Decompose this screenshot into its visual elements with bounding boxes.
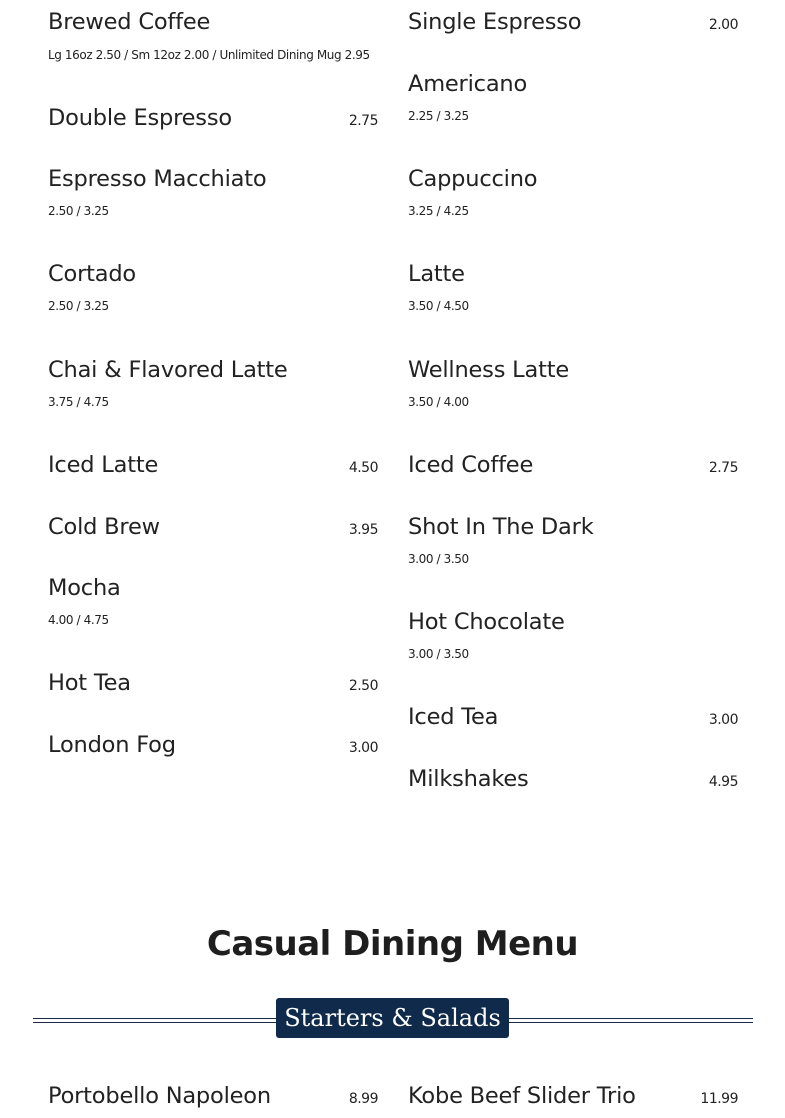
menu-item — [48, 566, 378, 627]
menu-item-name: Chai & Flavored Latte — [48, 357, 288, 383]
menu-item-name: Shot In The Dark — [408, 514, 594, 540]
menu-item-price: 4.50 — [348, 460, 378, 476]
menu-item — [48, 1074, 378, 1118]
menu-item-price: 3.95 — [348, 522, 378, 538]
menu-item — [408, 600, 738, 661]
menu-item — [48, 0, 378, 62]
menu-item-prices: 3.50 / 4.50 — [408, 299, 469, 313]
menu-item — [408, 157, 738, 218]
menu-item — [408, 62, 738, 123]
menu-item-price: 2.75 — [708, 460, 738, 476]
menu-item — [48, 661, 378, 705]
menu-item — [48, 505, 378, 549]
menu-item-name: Single Espresso — [408, 9, 582, 35]
menu-item — [408, 1074, 738, 1118]
menu-item — [408, 252, 738, 313]
menu-item-name: Americano — [408, 71, 528, 97]
menu-item — [48, 443, 378, 487]
menu-item — [48, 157, 378, 218]
menu-item-price: 4.95 — [708, 774, 738, 790]
menu-item — [408, 695, 738, 739]
menu-item-name: Mocha — [48, 575, 121, 601]
menu-item-name: Double Espresso — [48, 105, 232, 131]
menu-item — [408, 757, 738, 801]
menu-item-prices: 3.00 / 3.50 — [408, 552, 469, 566]
menu-item — [408, 443, 738, 487]
menu-item-name: Hot Tea — [48, 670, 131, 696]
menu-item — [48, 96, 378, 140]
menu-item-name: Hot Chocolate — [408, 609, 565, 635]
menu-item — [408, 348, 738, 409]
menu-item-name: Cappuccino — [408, 166, 538, 192]
menu-item-name: Espresso Macchiato — [48, 166, 267, 192]
menu-item — [408, 505, 738, 566]
menu-item-price: 11.99 — [700, 1091, 738, 1107]
menu-item-prices: 3.00 / 3.50 — [408, 647, 469, 661]
menu-item — [48, 723, 378, 767]
menu-item-name: Cortado — [48, 261, 136, 287]
menu-item — [48, 252, 378, 313]
menu-item-price: 8.99 — [348, 1091, 378, 1107]
category-tab-starters-salads[interactable]: Starters & Salads — [276, 998, 509, 1038]
menu-item-prices: Lg 16oz 2.50 / Sm 12oz 2.00 / Unlimited Dining Mug 2.95 — [48, 48, 370, 62]
menu-item-name: Iced Coffee — [408, 452, 534, 478]
menu-item — [408, 0, 738, 44]
menu-item-prices: 2.50 / 3.25 — [48, 204, 109, 218]
menu-item-name: Brewed Coffee — [48, 9, 211, 35]
menu-item-name: Kobe Beef Slider Trio — [408, 1083, 636, 1109]
menu-item-prices: 4.00 / 4.75 — [48, 613, 109, 627]
menu-item-name: London Fog — [48, 732, 176, 758]
menu-item-price: 3.00 — [348, 740, 378, 756]
menu-item-price: 3.00 — [708, 712, 738, 728]
menu-item — [48, 348, 378, 409]
menu-item-name: Wellness Latte — [408, 357, 569, 383]
menu-item-prices: 3.50 / 4.00 — [408, 395, 469, 409]
menu-item-prices: 2.25 / 3.25 — [408, 109, 469, 123]
menu-item-price: 2.75 — [348, 113, 378, 129]
menu-item-prices: 2.50 / 3.25 — [48, 299, 109, 313]
menu-item-name: Cold Brew — [48, 514, 160, 540]
menu-item-name: Iced Latte — [48, 452, 159, 478]
menu-item-price: 2.00 — [708, 17, 738, 33]
menu-item-name: Milkshakes — [408, 766, 529, 792]
menu-item-name: Portobello Napoleon — [48, 1083, 271, 1109]
menu-item-prices: 3.25 / 4.25 — [408, 204, 469, 218]
section-title: Casual Dining Menu — [206, 924, 579, 964]
menu-item-name: Iced Tea — [408, 704, 499, 730]
menu-item-name: Latte — [408, 261, 465, 287]
menu-item-prices: 3.75 / 4.75 — [48, 395, 109, 409]
menu-item-price: 2.50 — [348, 678, 378, 694]
